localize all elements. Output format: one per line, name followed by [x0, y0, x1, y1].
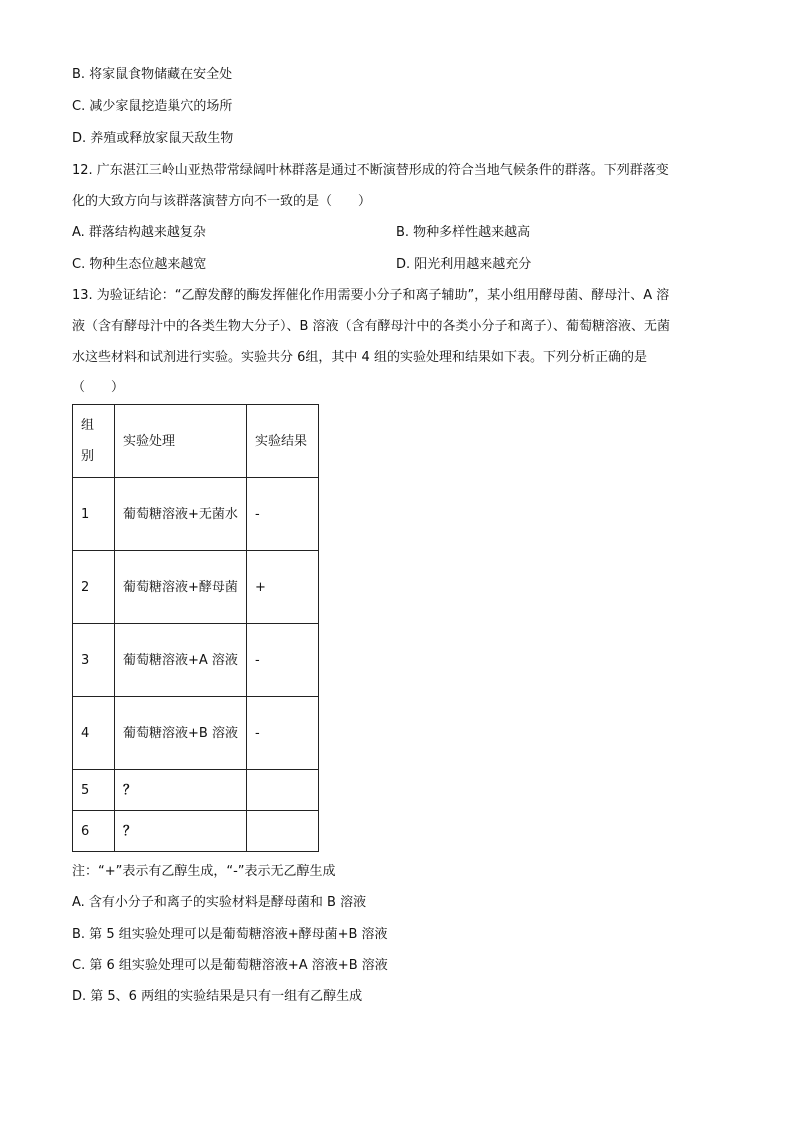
cell-group: 2: [73, 551, 115, 624]
header-treatment: 实验处理: [115, 405, 247, 478]
cell-result: +: [247, 551, 319, 624]
table-row: [73, 478, 319, 551]
q13-stem-line4: （ ）: [72, 380, 125, 395]
table-row: [73, 697, 319, 770]
q12-option-d: D. 阳光利用越来越充分: [396, 257, 532, 272]
q13-stem-line3: 水这些材料和试剂进行实验。实验共分 6组，其中 4 组的实验处理和结果如下表。下列分析正确的是: [72, 350, 647, 365]
q13-option-d: D. 第 5、6 两组的实验结果是只有一组有乙醇生成: [72, 989, 363, 1004]
cell-result: -: [247, 624, 319, 697]
cell-result: [247, 811, 319, 852]
prev-option-d: D. 养殖或释放家鼠天敌生物: [72, 131, 234, 146]
cell-group: 6: [73, 811, 115, 852]
table-row: [73, 770, 319, 811]
cell-result: -: [247, 478, 319, 551]
cell-treatment: 葡萄糖溶液+酵母菌: [115, 551, 247, 624]
q12-stem-line2: 化的大致方向与该群落演替方向不一致的是（ ）: [72, 194, 372, 209]
cell-treatment: 葡萄糖溶液+无菌水: [115, 478, 247, 551]
q13-stem-line2: 液（含有酵母汁中的各类生物大分子）、B 溶液（含有酵母汁中的各类小分子和离子）、葡萄糖溶液、无菌: [72, 319, 671, 334]
table-row: [73, 811, 319, 852]
cell-group: 5: [73, 770, 115, 811]
cell-group: 3: [73, 624, 115, 697]
table-note: 注：“+”表示有乙醇生成，“-”表示无乙醇生成: [72, 864, 336, 879]
header-result: 实验结果: [247, 405, 319, 478]
table-row: [73, 624, 319, 697]
cell-treatment: 葡萄糖溶液+B 溶液: [115, 697, 247, 770]
experiment-table: [72, 404, 319, 852]
table-header-row: [73, 405, 319, 478]
cell-treatment-unknown: ？: [115, 770, 247, 811]
prev-option-c: C. 减少家鼠挖造巢穴的场所: [72, 99, 233, 114]
cell-result: [247, 770, 319, 811]
cell-group: 1: [73, 478, 115, 551]
table-row: [73, 551, 319, 624]
q13-stem-line1: 13. 为验证结论：“乙醇发酵的酶发挥催化作用需要小分子和离子辅助”，某小组用酵母菌、酵母汁、A 溶: [72, 288, 670, 303]
cell-treatment: 葡萄糖溶液+A 溶液: [115, 624, 247, 697]
cell-result: -: [247, 697, 319, 770]
prev-option-b: B. 将家鼠食物储藏在安全处: [72, 67, 233, 82]
q13-option-a: A. 含有小分子和离子的实验材料是酵母菌和 B 溶液: [72, 895, 367, 910]
q12-stem-line1: 12. 广东湛江三岭山亚热带常绿阔叶林群落是通过不断演替形成的符合当地气候条件的群落。下列群落变: [72, 163, 669, 178]
q12-option-b: B. 物种多样性越来越高: [396, 225, 531, 240]
header-group: 组别: [73, 405, 115, 478]
q12-option-a: A. 群落结构越来越复杂: [72, 225, 206, 240]
q13-option-c: C. 第 6 组实验处理可以是葡萄糖溶液+A 溶液+B 溶液: [72, 958, 388, 973]
q13-option-b: B. 第 5 组实验处理可以是葡萄糖溶液+酵母菌+B 溶液: [72, 927, 388, 942]
q12-option-c: C. 物种生态位越来越宽: [72, 257, 207, 272]
cell-group: 4: [73, 697, 115, 770]
cell-treatment-unknown: ？: [115, 811, 247, 852]
